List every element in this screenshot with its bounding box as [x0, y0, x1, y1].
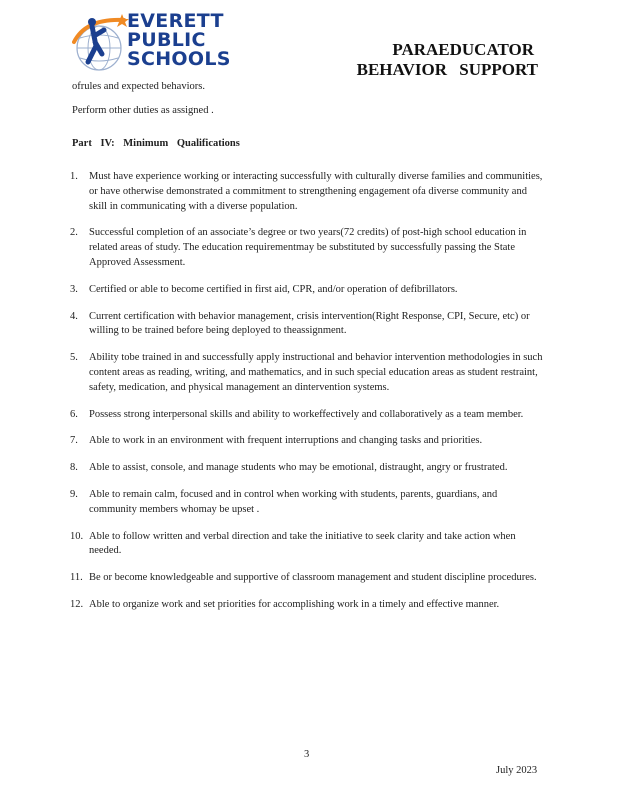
title-line-1: PARAEDUCATOR [392, 40, 534, 59]
list-item [72, 488, 544, 518]
logo-line: SCHOOLS [127, 48, 231, 70]
logo-line: PUBLIC [127, 29, 206, 51]
list-item [72, 283, 544, 298]
list-item [72, 226, 544, 270]
item-number: 12. [70, 598, 84, 610]
item-text: Must have experience working or interacting successfully with culturally diverse families and communities, or have otherwise demonstrated a commitment to strengthening engagement ofa diverse community and skill in communicating with a diverse population. [89, 171, 543, 212]
title-line-2: BEHAVIOR SUPPORT [356, 60, 538, 79]
list-item [72, 530, 544, 560]
item-number: 8. [70, 462, 78, 474]
continued-text: ofrules and expected behaviors. [72, 81, 205, 92]
logo-text [127, 12, 231, 69]
duties-text: Perform other duties as assigned . [72, 105, 214, 116]
page-title [357, 40, 538, 80]
item-text: Able to organize work and set priorities for accomplishing work in a timely and effective manner. [89, 598, 500, 610]
list-item [72, 408, 544, 423]
list-item [72, 351, 544, 395]
item-number: 6. [70, 408, 78, 420]
item-number: 5. [70, 352, 78, 364]
item-text: Able to remain calm, focused and in control when working with students, parents, guardians, and community members whomay be upset . [89, 488, 498, 515]
item-text: Be or become knowledgeable and supportive of classroom management and student discipline procedures. [89, 572, 537, 584]
list-item [72, 598, 544, 613]
list-item [72, 461, 544, 476]
list-item [72, 310, 544, 340]
item-number: 3. [70, 283, 78, 295]
list-item [72, 571, 544, 586]
logo-emblem-icon [72, 12, 132, 78]
item-text: Able to work in an environment with frequent interruptions and changing tasks and priorities. [89, 435, 483, 447]
district-logo [72, 12, 242, 80]
footer-date: July 2023 [496, 765, 538, 776]
section-heading: Part IV: Minimum Qualifications [72, 138, 240, 149]
list-item [72, 170, 544, 214]
item-text: Possess strong interpersonal skills and ability to workeffectively and collaboratively as a team member. [89, 408, 524, 420]
item-number: 7. [70, 435, 78, 447]
page-number: 3 [304, 749, 310, 760]
item-number: 4. [70, 310, 78, 322]
logo-line: EVERETT [127, 10, 224, 32]
item-text: Able to follow written and verbal direction and take the initiative to seek clarity and take action when needed. [89, 530, 516, 557]
list-item [72, 434, 544, 449]
item-text: Certified or able to become certified in first aid, CPR, and/or operation of defibrillators. [89, 283, 458, 295]
item-number: 10. [70, 530, 84, 542]
item-number: 1. [70, 171, 78, 182]
item-number: 2. [70, 227, 78, 239]
item-number: 11. [70, 572, 83, 584]
item-text: Current certification with behavior management, crisis intervention(Right Response, CPI, Secure, etc) or willing to be trained before being deployed to theassignment. [89, 310, 530, 337]
item-text: Ability tobe trained in and successfully apply instructional and behavior intervention methodologies in such content areas as reading, writing, and mathematics, and in such special education areas as student restraint, safety, medication, and physical management an dintervention systems. [89, 352, 543, 393]
item-number: 9. [70, 488, 78, 500]
item-text: Able to assist, console, and manage students who may be emotional, distraught, angry or frustrated. [89, 462, 508, 474]
item-text: Successful completion of an associate’s degree or two years(72 credits) of post-high school education in related areas of study. The education requirementmay be substituted by successfully passing the State Approved Assessment. [89, 227, 527, 268]
qualifications-list [72, 170, 544, 625]
